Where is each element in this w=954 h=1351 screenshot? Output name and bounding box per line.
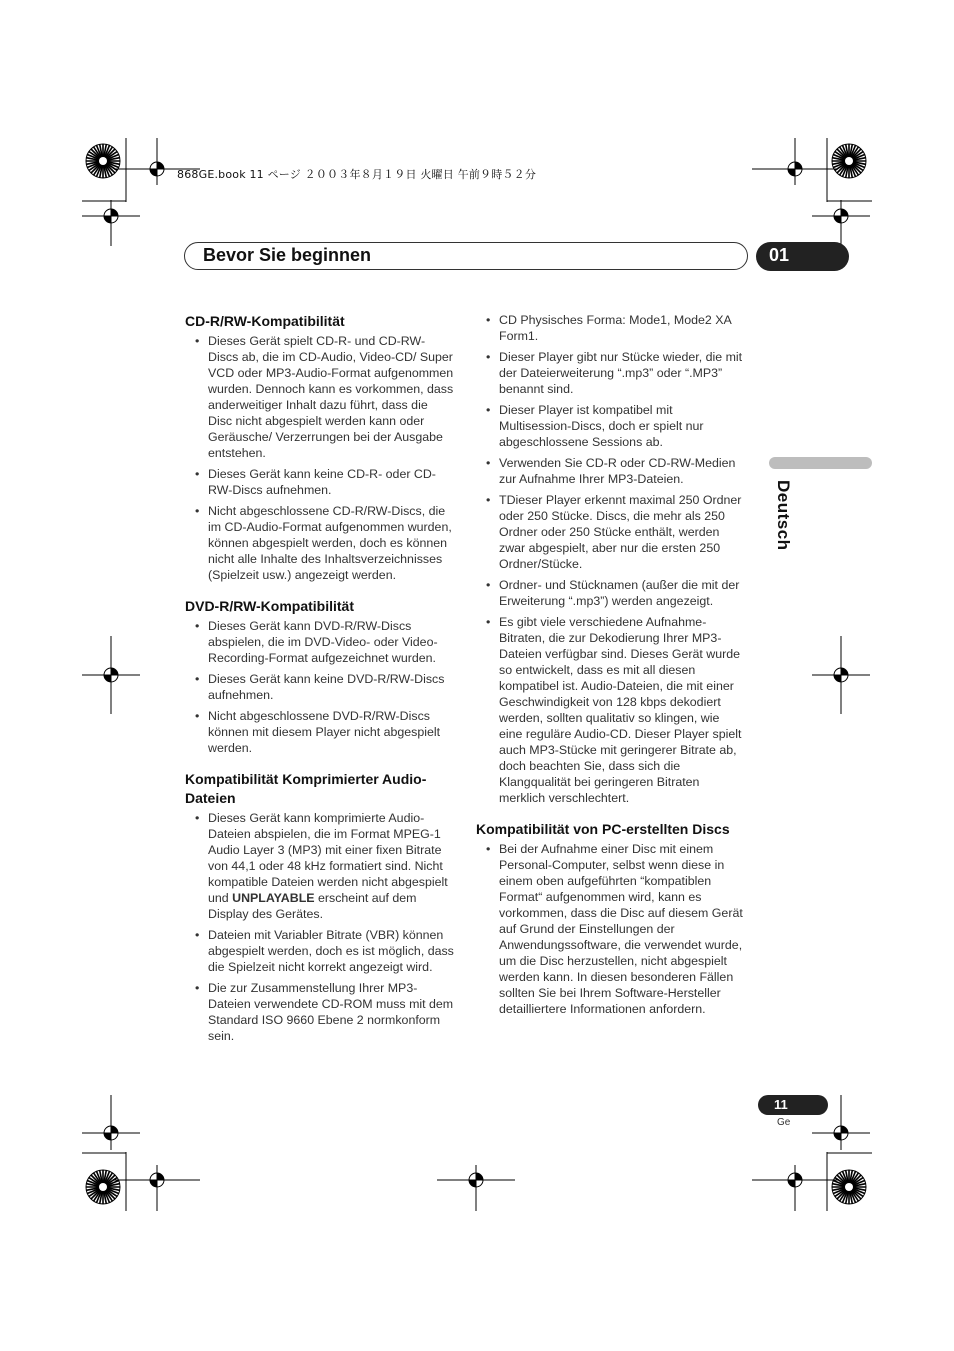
section-cd-rw xyxy=(185,312,455,583)
list-item: • CD Physisches Forma: Mode1, Mode2 XA Form1. xyxy=(476,312,746,344)
print-slug-line: 868GE.book 11 ページ ２００３年８月１９日 火曜日 午前９時５２分 xyxy=(177,168,537,181)
list-item: • Verwenden Sie CD-R oder CD-RW-Medien zur Aufnahme Ihrer MP3-Dateien. xyxy=(476,455,746,487)
list-item-text: erscheint auf dem Display des Gerätes. xyxy=(208,891,417,921)
section-header-bar xyxy=(184,242,748,270)
list-item: • Dieser Player ist kompatibel mit Multisession-Discs, doch er spielt nur abgeschlossene Sessions ab. xyxy=(476,402,746,450)
section-mp3-continued xyxy=(476,312,746,806)
list-item: • Dieses Gerät kann DVD-R/RW-Discs abspielen, die im DVD-Video- oder Video-Recording-Format aufgezeichnet wurden. xyxy=(185,618,455,666)
list-item: • Dateien mit Variabler Bitrate (VBR) können abgespielt werden, doch es ist möglich, dass die Spielzeit nicht korrekt angezeigt wird. xyxy=(185,927,455,975)
list-item: • Dieses Gerät kann keine DVD-R/RW-Discs aufnehmen. xyxy=(185,671,455,703)
chapter-badge xyxy=(756,242,849,271)
list-item-text: Dieses Gerät kann komprimierte Audio-Dateien abspielen, die im Format MPEG-1 Audio Layer 3 (MP3) mit einer fixen Bitrate von 44,1 oder 48 kHz formatiert sind. Nicht kompatible Dateien werden nicht abgespielt und xyxy=(208,811,448,905)
chapter-number: 01 xyxy=(769,245,790,265)
language-tab-bar xyxy=(769,457,872,469)
list-item: • TDieser Player erkennt maximal 250 Ordner oder 250 Stücke. Discs, die mehr als 250 Ordner oder 250 Stücke enthält, werden zwar abgespielt, aber nur die ersten 250 Ordner/Stücke. xyxy=(476,492,746,572)
section-heading: DVD-R/RW-Kompatibilität xyxy=(185,598,355,614)
section-pc-discs xyxy=(476,820,746,1017)
list-item: • Nicht abgeschlossene DVD-R/RW-Discs können mit diesem Player nicht abgespielt werden. xyxy=(185,708,455,756)
section-compressed-audio xyxy=(185,770,455,1044)
page-language-code: Ge xyxy=(777,1117,791,1128)
list-item: • Dieses Gerät spielt CD-R- und CD-RW-Discs ab, die im CD-Audio, Video-CD/ Super VCD oder MP3-Audio-Format aufgenommen wurden. Dennoch kann es vorkommen, dass anderweitiger Inhalt dazu führt, dass die Disc nicht abgespielt werden kann oder Geräusche/ Verzerrungen bei der Ausgabe entstehen. xyxy=(185,333,455,461)
list-item: • Dieses Gerät kann keine CD-R- oder CD-RW-Discs aufnehmen. xyxy=(185,466,455,498)
list-item: • Bei der Aufnahme einer Disc mit einem Personal-Computer, selbst wenn diese in einem oben aufgeführten “kompatiblen Format“ aufgenommen wird, kann es vorkommen, dass die Disc auf diesem Gerät auf Grund der Einstellungen der Anwendungssoftware, die verwendet wurde, um die Disc herzustellen, nicht abgespielt werden kann. In diesen besonderen Fällen sollten Sie bei Ihrem Software-Hersteller detailliertere Informationen anfordern. xyxy=(476,841,746,1017)
page-number-badge xyxy=(758,1095,828,1115)
left-column xyxy=(185,312,455,1058)
section-heading: Kompatibilität Komprimierter Audio-Dateien xyxy=(185,771,427,806)
section-heading: CD-R/RW-Kompatibilität xyxy=(185,313,345,329)
list-item: • Nicht abgeschlossene CD-R/RW-Discs, die im CD-Audio-Format aufgenommen wurden, können abgespielt werden, doch es können nicht alle Inhalte des Inhaltsverzeichnisses (Spielzeit usw.) angezeigt werden. xyxy=(185,503,455,583)
page-number: 11 xyxy=(774,1097,788,1112)
display-message: UNPLAYABLE xyxy=(232,891,315,905)
language-tab-label: Deutsch xyxy=(774,480,793,551)
section-dvd-rw xyxy=(185,597,455,756)
section-heading: Kompatibilität von PC-erstellten Discs xyxy=(476,821,730,837)
list-item: • Es gibt viele verschiedene Aufnahme-Bitraten, die zur Dekodierung Ihrer MP3-Dateien verfügbar sind. Dieses Gerät wurde so entwickelt, dass es mit all diesen kompatibel ist. Audio-Dateien, die mit einer Geschwindigkeit von 128 kbps dekodiert werden, sollten qualitativ so klingen, wie eine reguläre Audio-CD. Dieser Player spielt auch MP3-Stücke mit geringerer Bitrate ab, doch beachten Sie, dass sich die Klangqualität bei geringeren Bitraten merklich verschlechtert. xyxy=(476,614,746,806)
list-item: • Ordner- und Stücknamen (außer die mit der Erweiterung “.mp3”) werden angezeigt. xyxy=(476,577,746,609)
list-item: • Dieser Player gibt nur Stücke wieder, die mit der Dateierweiterung “.mp3” oder “.MP3” benannt sind. xyxy=(476,349,746,397)
section-title: Bevor Sie beginnen xyxy=(203,245,372,265)
list-item: • Die zur Zusammenstellung Ihrer MP3-Dateien verwendete CD-ROM muss mit dem Standard ISO 9660 Ebene 2 normkonform sein. xyxy=(185,980,455,1044)
list-item xyxy=(185,810,455,922)
right-column xyxy=(476,312,746,1031)
